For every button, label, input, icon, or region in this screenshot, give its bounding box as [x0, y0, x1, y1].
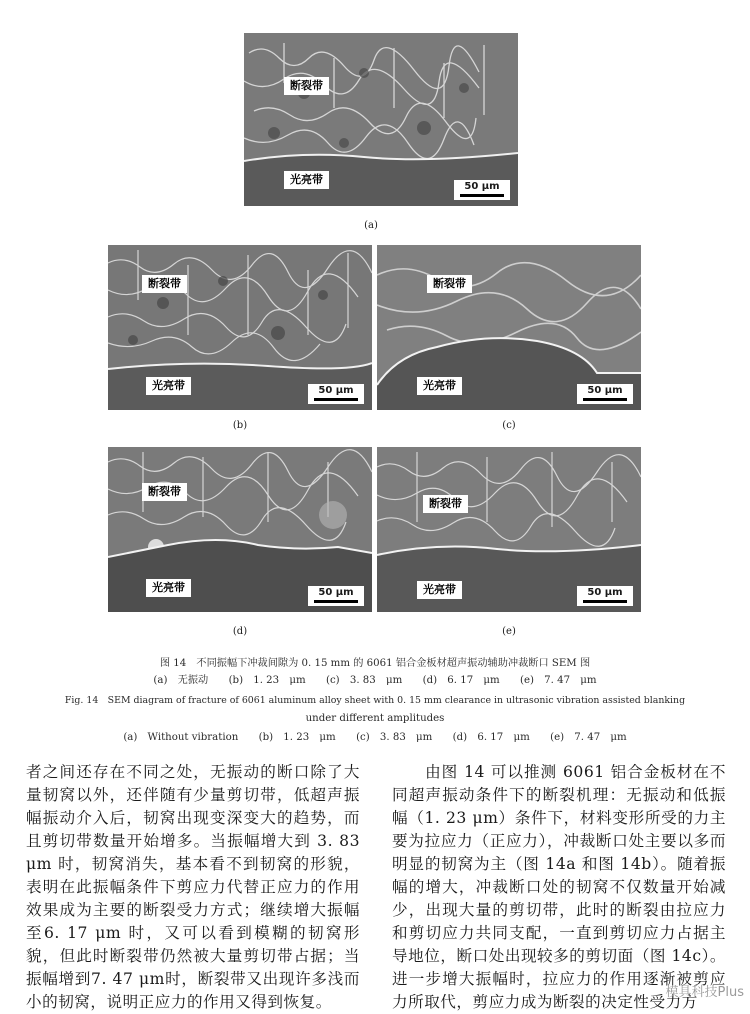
- scale-bar-text: 50 μm: [318, 385, 354, 396]
- scale-bar-line: [460, 194, 504, 197]
- sem-panel-a: [244, 33, 518, 206]
- fracture-zone-label: 断裂带: [284, 77, 329, 95]
- sem-panel-c: [377, 245, 641, 410]
- fracture-zone-label: 断裂带: [427, 275, 472, 293]
- scale-bar: [308, 384, 364, 404]
- left-paragraph: 者之间还存在不同之处，无振动的断口除了大量韧窝以外，还伴随有少量剪切带，低超声振幅振动介入后，韧窝出现变深变大的趋势，而且剪切带数量开始增多。当振幅增大到 3. 83 μm 时，韧窝消失，基本看不到韧窝的形貌，表明在此振幅条件下剪应力代替正应力的作用效果成为主要的断裂受力方式；继续增大振幅至6. 17 μm 时，又可以看到模糊的韧窝形貌，但此时断裂带仍然被大量剪切带占据；当振幅增到7. 47 μm时，断裂带又出现许多浅而小的韧窝，说明正应力的作用又得到恢复。: [26, 763, 360, 1011]
- bright-zone-label: 光亮带: [417, 377, 462, 395]
- watermark: 模具科技Plus: [665, 985, 744, 1000]
- scale-bar-text: 50 μm: [318, 587, 354, 598]
- sem-panel-b: [108, 245, 372, 410]
- bright-zone-label: 光亮带: [146, 579, 191, 597]
- body-right-column: [392, 761, 726, 1014]
- fracture-zone-label: 断裂带: [142, 275, 187, 293]
- bright-zone-label: 光亮带: [417, 581, 462, 599]
- right-paragraph: 由图 14 可以推测 6061 铝合金板材在不同超声振动条件下的断裂机理：无振动和低振幅（1. 23 μm）条件下，材料变形所受的力主要为拉应力（正应力），冲裁断口处主要以多而明显的韧窝为主（图 14a 和图 14b）。随着振幅的增大，冲裁断口处的韧窝不仅数量开始减少，出现大量的剪切带，此时的断裂由拉应力和剪切应力共同支配，一直到剪切应力占据主导地位，断口处出现较多的剪切面（图 14c）。进一步增大振幅时，拉应力的作用逐渐被剪应力所取代，剪应力成为断裂的决定性受力方: [392, 763, 726, 1011]
- fracture-zone-label: 断裂带: [423, 495, 468, 513]
- scale-bar-text: 50 μm: [464, 181, 500, 192]
- scale-bar-line: [583, 600, 627, 603]
- scale-bar: [454, 180, 510, 200]
- fracture-zone-label: 断裂带: [142, 483, 187, 501]
- scale-bar-line: [314, 398, 358, 401]
- bright-zone-label: 光亮带: [284, 171, 329, 189]
- panel-sub-label: (b): [232, 420, 248, 431]
- panel-sub-label: (d): [232, 626, 248, 637]
- scale-bar-line: [314, 600, 358, 603]
- body-left-column: [26, 761, 360, 1014]
- figure-caption-cn: 图 14 不同振幅下冲裁间隙为 0. 15 mm 的 6061 铝合金板材超声振动辅助冲裁断口 SEM 图: [159, 658, 591, 669]
- sem-panel-e: [377, 447, 641, 612]
- scale-bar: [577, 586, 633, 606]
- figure-subcaption-en: (a) Without vibration (b) 1. 23 μm (c) 3. 83 μm (d) 6. 17 μm (e) 7. 47 μm: [123, 732, 627, 743]
- figure-subcaption-cn: (a) 无振动 (b) 1. 23 μm (c) 3. 83 μm (d) 6. 17 μm (e) 7. 47 μm: [153, 675, 597, 686]
- scale-bar-text: 50 μm: [587, 587, 623, 598]
- panel-sub-label: (c): [502, 420, 516, 431]
- sem-panel-d: [108, 447, 372, 612]
- scale-bar-line: [583, 398, 627, 401]
- bright-zone-label: 光亮带: [146, 377, 191, 395]
- panel-sub-label: (a): [364, 220, 378, 231]
- scale-bar-text: 50 μm: [587, 385, 623, 396]
- figure-caption-en-cont: under different amplitudes: [305, 713, 445, 724]
- scale-bar: [308, 586, 364, 606]
- scale-bar: [577, 384, 633, 404]
- figure-caption-en: Fig. 14 SEM diagram of fracture of 6061 aluminum alloy sheet with 0. 15 mm clearance in ultrasonic vibration assisted blanking: [64, 695, 686, 706]
- panel-sub-label: (e): [502, 626, 516, 637]
